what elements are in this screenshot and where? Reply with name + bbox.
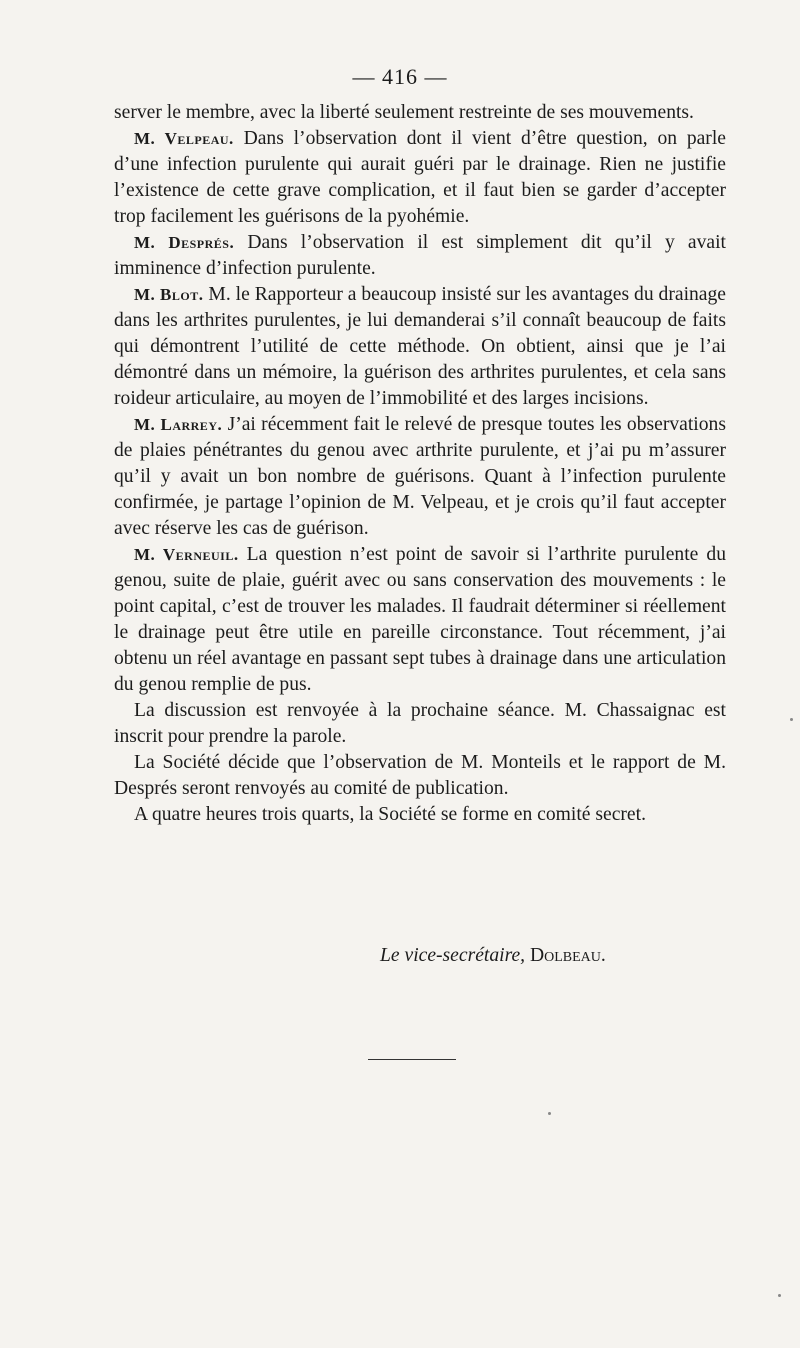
paragraph-closing: [114, 802, 726, 828]
body-text: [114, 100, 726, 828]
signature: [380, 945, 606, 967]
paragraph-text: Dans l’observation dont il vient d’être question, on parle d’une infection purulente qui aurait guéri par le drainage. Rien ne justifie l’existence de cette grave complication, et il faut bien se garder d’accepter trop facilement les guérisons de la pyohémie.: [114, 128, 726, 227]
speaker-name: M. Verneuil.: [134, 545, 239, 564]
end-rule: [368, 1059, 456, 1060]
speaker-name: M. Velpeau.: [134, 129, 234, 148]
paragraph-verneuil: [114, 542, 726, 698]
paper-speck: [778, 1294, 781, 1297]
signature-role: Le vice-secrétaire,: [380, 945, 526, 966]
paragraph-text: J’ai récemment fait le relevé de presque toutes les observations de plaies pénétrantes du genou avec arthrite purulente, et j’ai pu m’assurer qu’il y avait un bon nombre de guérisons. Quant à l’infection purulente confirmée, je partage l’opinion de M. Velpeau, et je crois qu’il faut accepter avec réserve les cas de guérison.: [114, 414, 726, 539]
paragraph-despres: [114, 230, 726, 282]
paper-speck: [548, 1112, 551, 1115]
paragraph-larrey: [114, 412, 726, 542]
paragraph-velpeau: [114, 126, 726, 230]
paragraph-discussion: [114, 698, 726, 750]
paragraph-text: Dans l’observation il est simplement dit qu’il y avait imminence d’infection purulente.: [114, 232, 726, 279]
page-number: — 416 —: [352, 64, 448, 89]
paragraph-text: A quatre heures trois quarts, la Société se forme en comité secret.: [134, 804, 646, 825]
paragraph-blot: [114, 282, 726, 412]
paper-speck: [790, 718, 793, 721]
paragraph-text: M. le Rapporteur a beaucoup insisté sur les avantages du drainage dans les arthrites purulentes, je lui demanderai s’il connaît beaucoup de faits qui démontrent l’utilité de cette méthode. On obtient, ainsi que je l’ai démontré dans un mémoire, la guérison des arthrites purulentes, et cela sans roideur articulaire, au moyen de l’immobilité et des larges incisions.: [114, 284, 727, 409]
speaker-name: M. Larrey.: [134, 415, 223, 434]
paragraph-text: La question n’est point de savoir si l’arthrite purulente du genou, suite de plaie, guérit avec ou sans conservation des mouvements : le point capital, c’est de trouver les malades. Il faudrait déterminer si réellement le drainage peut être utile en pareille circonstance. Tout récemment, j’ai obtenu un réel avantage en passant sept tubes à drainage dans une articulation du genou remplie de pus.: [114, 544, 726, 695]
paragraph-text: La Société décide que l’observation de M. Monteils et le rapport de M. Després seront renvoyés au comité de publication.: [114, 752, 726, 799]
paragraph-text: La discussion est renvoyée à la prochaine séance. M. Chassaignac est inscrit pour prendre la parole.: [114, 700, 726, 747]
paragraph-continuation: [114, 100, 726, 126]
speaker-name: M. Després.: [134, 233, 235, 252]
paragraph-decision: [114, 750, 726, 802]
paragraph-text: server le membre, avec la liberté seulement restreinte de ses mouvements.: [114, 102, 694, 123]
signature-name: Dolbeau.: [529, 945, 606, 966]
speaker-name: M. Blot.: [134, 285, 204, 304]
